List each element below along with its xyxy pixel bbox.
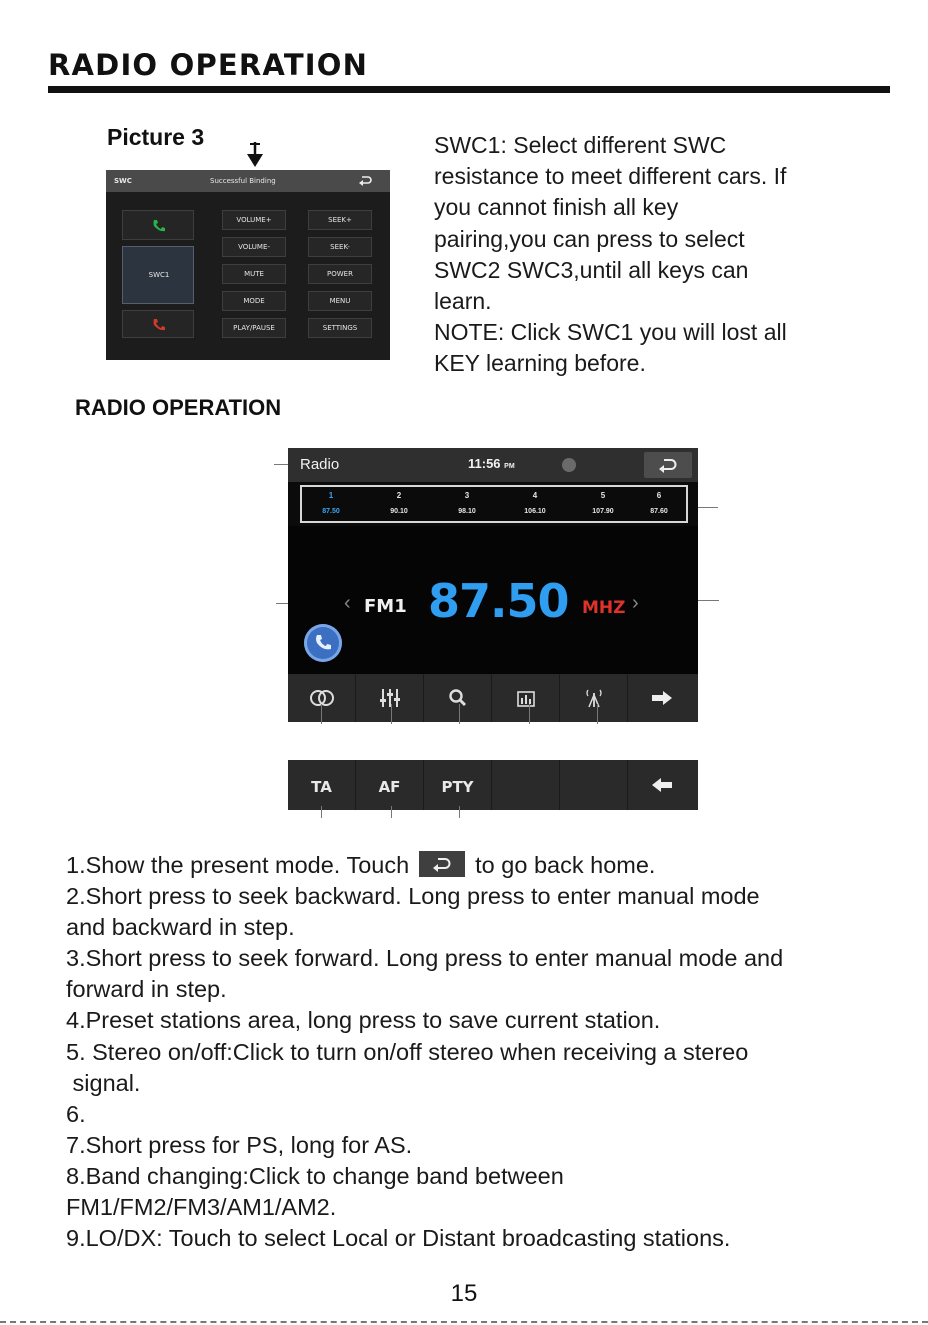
call-answer-tile[interactable]	[122, 210, 194, 240]
mode-title: Radio	[300, 456, 340, 473]
callout-line-4	[698, 507, 718, 508]
swc-desc-line: NOTE: Click SWC1 you will lost all	[434, 319, 787, 346]
swc-status: Successful Binding	[210, 177, 276, 185]
preset-frequency: 90.10	[390, 508, 408, 515]
previous-page-button[interactable]	[628, 760, 696, 810]
preset-number: 1	[328, 491, 334, 500]
preset-stations	[300, 485, 688, 523]
swc-key-seek-up[interactable]: SEEK+	[308, 210, 372, 230]
section-heading: RADIO OPERATION	[75, 395, 282, 420]
radio-toolbar	[288, 674, 698, 722]
preset-button[interactable]	[504, 491, 566, 515]
radio-screenshot	[288, 448, 698, 722]
swc-key-volume-down[interactable]: VOLUME-	[222, 237, 286, 257]
preset-number: 5	[600, 491, 606, 500]
callout-tick	[529, 704, 530, 724]
rds-toolbar	[288, 760, 698, 810]
instruction-item: 5. Stereo on/off:Click to turn on/off stereo when receiving a stereo	[66, 1038, 749, 1065]
clock-suffix: PM	[504, 463, 515, 470]
instruction-text: 1.Show the present mode. Touch	[66, 852, 410, 878]
swc-desc-line: SWC1: Select different SWC	[434, 132, 727, 158]
preset-frequency: 98.10	[458, 508, 476, 515]
back-icon	[658, 457, 678, 473]
swc-desc-line: KEY learning before.	[434, 350, 646, 377]
preset-frequency: 107.90	[592, 508, 614, 515]
preset-number: 2	[396, 491, 402, 500]
next-page-button[interactable]	[628, 674, 696, 722]
status-dot-icon	[562, 458, 576, 472]
arrow-right-icon	[651, 691, 673, 705]
preset-frequency: 87.50	[322, 508, 340, 515]
phone-hangup-icon	[151, 317, 167, 333]
callout-tick	[459, 806, 460, 818]
back-icon	[432, 856, 452, 872]
stereo-button[interactable]	[288, 674, 356, 722]
instruction-text: to go back home.	[475, 852, 656, 878]
phone-icon	[313, 633, 333, 653]
radio-topbar	[288, 448, 698, 482]
band-button[interactable]	[492, 674, 560, 722]
clock	[468, 456, 515, 471]
band-icon	[516, 688, 536, 708]
preset-button[interactable]	[436, 491, 498, 515]
preset-number: 4	[532, 491, 538, 500]
clock-time: 11:56	[468, 456, 501, 471]
preset-button[interactable]	[300, 491, 362, 515]
page-number: 15	[450, 1280, 478, 1307]
swc-key-seek-down[interactable]: SEEK-	[308, 237, 372, 257]
band-label: FM1	[364, 596, 407, 617]
arrow-left-icon	[651, 778, 673, 792]
swc-desc-line: pairing,you can press to select	[434, 225, 745, 252]
preset-number: 6	[656, 491, 662, 500]
instruction-item: 8.Band changing:Click to change band between	[66, 1162, 564, 1189]
swc-topbar	[106, 170, 390, 192]
phone-answer-icon	[151, 218, 167, 234]
instruction-item: 6.	[66, 1100, 86, 1127]
swc-title: SWC	[114, 177, 132, 185]
preset-button[interactable]	[572, 491, 634, 515]
callout-tick	[459, 704, 460, 724]
swc-key-play-pause[interactable]: PLAY/PAUSE	[222, 318, 286, 338]
swc-desc-line: you cannot finish all key	[434, 194, 679, 221]
back-home-button[interactable]	[644, 452, 692, 478]
instruction-item: 2.Short press to seek backward. Long press to enter manual mode	[66, 883, 760, 910]
frequency-display: 87.50	[428, 574, 569, 628]
back-icon[interactable]	[358, 175, 372, 187]
seek-backward-button[interactable]: ‹	[344, 592, 351, 614]
preset-frequency: 106.10	[524, 508, 546, 515]
search-icon	[448, 688, 468, 708]
swc-description	[434, 130, 854, 380]
instruction-item: 9.LO/DX: Touch to select Local or Distant broadcasting stations.	[66, 1225, 731, 1252]
instruction-item: 7.Short press for PS, long for AS.	[66, 1131, 413, 1158]
instruction-list	[66, 850, 866, 1254]
callout-tick	[321, 704, 322, 724]
instruction-item: 4.Preset stations area, long press to save current station.	[66, 1007, 661, 1034]
lo-dx-button[interactable]	[560, 674, 628, 722]
swc-desc-line: resistance to meet different cars. If	[434, 163, 787, 190]
callout-tick	[391, 704, 392, 724]
page-title: RADIO OPERATION	[48, 48, 369, 82]
call-hangup-tile[interactable]	[122, 310, 194, 338]
bottom-rule	[0, 1321, 928, 1323]
swc-key-volume-up[interactable]: VOLUME+	[222, 210, 286, 230]
instruction-item: signal.	[66, 1069, 141, 1096]
swc-desc-line: learn.	[434, 288, 492, 315]
swc1-label: SWC1	[148, 271, 170, 279]
preset-frequency: 87.60	[650, 508, 668, 515]
pty-button[interactable]: PTY	[424, 760, 492, 810]
af-button[interactable]: AF	[356, 760, 424, 810]
swc-screenshot	[106, 170, 390, 360]
antenna-icon	[583, 687, 605, 709]
ta-button[interactable]: TA	[288, 760, 356, 810]
down-arrow-icon	[244, 140, 266, 168]
equalizer-icon	[379, 688, 401, 708]
preset-button[interactable]	[628, 491, 690, 515]
picture-label: Picture 3	[107, 124, 205, 150]
empty-slot	[492, 760, 560, 810]
callout-tick	[597, 704, 598, 724]
callout-tick	[391, 806, 392, 818]
instruction-item: FM1/FM2/FM3/AM1/AM2.	[66, 1194, 337, 1221]
swc1-tile[interactable]	[122, 246, 194, 304]
swc-key-settings[interactable]: SETTINGS	[308, 318, 372, 338]
preset-number: 3	[464, 491, 470, 500]
frequency-unit: MHZ	[582, 598, 626, 618]
inline-back-icon	[419, 851, 465, 877]
swc-key-mode[interactable]: MODE	[222, 291, 286, 311]
swc-desc-line: SWC2 SWC3,until all keys can	[434, 256, 749, 283]
instruction-item: 3.Short press to seek forward. Long press to enter manual mode and	[66, 945, 784, 972]
heading-rule	[48, 86, 890, 93]
swc-key-mute[interactable]: MUTE	[222, 264, 286, 284]
callout-tick	[321, 806, 322, 818]
swc-key-power[interactable]: POWER	[308, 264, 372, 284]
search-button[interactable]	[424, 674, 492, 722]
instruction-item: forward in step.	[66, 976, 227, 1003]
equalizer-button[interactable]	[356, 674, 424, 722]
seek-forward-button[interactable]: ›	[632, 592, 639, 614]
swc-key-menu[interactable]: MENU	[308, 291, 372, 311]
preset-button[interactable]	[368, 491, 430, 515]
instruction-item: and backward in step.	[66, 914, 295, 941]
app-shortcut-icon[interactable]	[304, 624, 342, 662]
instruction-item	[66, 850, 866, 881]
empty-slot	[560, 760, 628, 810]
